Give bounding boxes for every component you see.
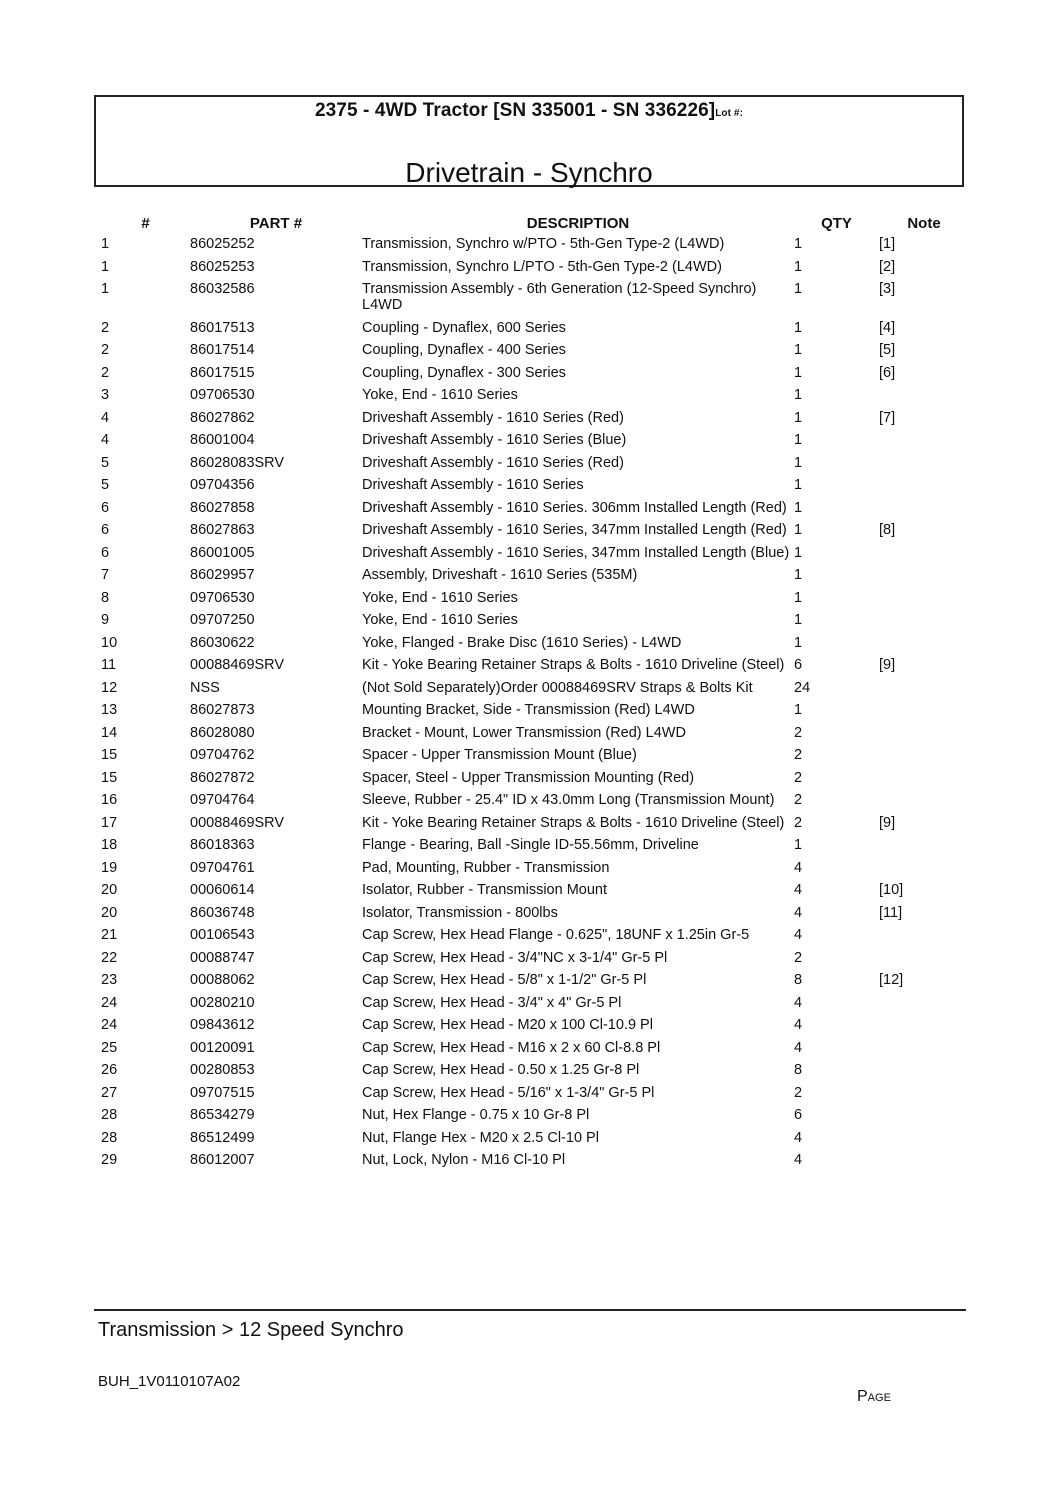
table-row: [97, 770, 969, 793]
part-number: 86036748: [190, 904, 255, 921]
part-number: 86001004: [190, 432, 255, 448]
quantity: 4: [794, 1039, 803, 1056]
row-number: 15: [101, 747, 118, 763]
note: [879, 545, 969, 568]
part-number: 09706530: [190, 589, 255, 606]
table-row: [97, 387, 969, 410]
column-header-description: DESCRIPTION: [526, 214, 630, 232]
part-description: Yoke, Flanged - Brake Disc (1610 Series) - L4WD: [362, 634, 682, 651]
page-label: Page: [857, 1388, 891, 1405]
row-number: 28: [101, 1107, 118, 1123]
row-number: 17: [101, 814, 118, 831]
quantity: 1: [794, 432, 803, 448]
row-number: 9: [101, 612, 110, 628]
part-description: Cap Screw, Hex Head - M16 x 2 x 60 Cl-8.8 Pl: [362, 1039, 661, 1056]
row-number: 20: [101, 882, 118, 898]
part-description: Assembly, Driveshaft - 1610 Series (535M): [362, 567, 638, 583]
table-row: [97, 702, 969, 725]
quantity: 4: [794, 1017, 803, 1033]
row-number: 26: [101, 1062, 118, 1078]
table-row: [97, 725, 969, 748]
part-number: 00088747: [190, 949, 255, 966]
row-number: 12: [101, 679, 118, 696]
table-row: [97, 950, 969, 973]
part-number: 09707515: [190, 1084, 255, 1101]
note: [9]: [879, 657, 896, 673]
table-row: [97, 342, 969, 365]
quantity: 1: [794, 364, 803, 381]
quantity: 1: [794, 342, 803, 358]
row-number: 24: [101, 1017, 118, 1033]
table-row: [97, 657, 969, 680]
part-description: Yoke, End - 1610 Series: [362, 589, 518, 606]
table-row: [97, 1152, 969, 1175]
part-number: 86028080: [190, 724, 255, 741]
row-number: 1: [101, 281, 110, 297]
part-number: 00280210: [190, 994, 255, 1011]
note: [879, 927, 969, 950]
column-header-number: #: [141, 214, 150, 232]
part-number: 86027863: [190, 522, 255, 538]
table-row: [97, 837, 969, 860]
part-number: 09704356: [190, 477, 255, 493]
row-number: 4: [101, 409, 110, 426]
quantity: 1: [794, 589, 803, 606]
table-row: [97, 612, 969, 635]
quantity: 1: [794, 837, 803, 853]
row-number: 6: [101, 544, 110, 561]
quantity: 1: [794, 236, 803, 252]
note: [10]: [879, 882, 904, 898]
table-row: [97, 410, 969, 433]
note: [9]: [879, 814, 896, 831]
row-number: 16: [101, 792, 118, 808]
row-number: 23: [101, 972, 118, 988]
part-description: Flange - Bearing, Ball -Single ID-55.56mm, Driveline: [362, 837, 699, 853]
part-description: Cap Screw, Hex Head - 5/8" x 1-1/2" Gr-5 Pl: [362, 972, 647, 988]
quantity: 2: [794, 949, 803, 966]
table-row: [97, 860, 969, 883]
part-number: 00088062: [190, 972, 255, 988]
part-number: 86534279: [190, 1107, 255, 1123]
row-number: 10: [101, 634, 118, 651]
machine-title: 2375 - 4WD Tractor [SN 335001 - SN 336226]: [314, 100, 716, 121]
part-description: Nut, Lock, Nylon - M16 Cl-10 Pl: [362, 1152, 566, 1168]
quantity: 2: [794, 769, 803, 786]
row-number: 15: [101, 769, 118, 786]
table-row: [97, 455, 969, 478]
quantity: 24: [794, 679, 811, 696]
part-description: Yoke, End - 1610 Series: [362, 387, 518, 403]
table-row: [97, 995, 969, 1018]
row-number: 28: [101, 1129, 118, 1146]
note: [879, 950, 969, 973]
table-row: [97, 972, 969, 995]
note: [7]: [879, 409, 896, 426]
note: [879, 1130, 969, 1153]
quantity: 2: [794, 747, 803, 763]
part-number: 86028083SRV: [190, 454, 285, 471]
part-number: 86027872: [190, 769, 255, 786]
quantity: 4: [794, 859, 803, 876]
table-row: [97, 500, 969, 523]
footer-divider: [94, 1309, 966, 1311]
part-description: Driveshaft Assembly - 1610 Series: [362, 477, 584, 493]
table-row: [97, 1017, 969, 1040]
note: [879, 1107, 969, 1130]
part-description: (Not Sold Separately)Order 00088469SRV Straps & Bolts Kit: [362, 679, 753, 696]
note: [879, 725, 969, 748]
quantity: 4: [794, 927, 803, 943]
table-row: [97, 432, 969, 455]
row-number: 21: [101, 927, 118, 943]
row-number: 1: [101, 258, 110, 275]
note: [12]: [879, 972, 904, 988]
part-number: 09706530: [190, 387, 255, 403]
part-description: Isolator, Transmission - 800lbs: [362, 904, 558, 921]
row-number: 5: [101, 477, 110, 493]
part-description: Yoke, End - 1610 Series: [362, 612, 518, 628]
parts-table-body: [97, 236, 969, 1175]
row-number: 18: [101, 837, 118, 853]
note: [879, 837, 969, 860]
row-number: 13: [101, 702, 118, 718]
note: [879, 477, 969, 500]
part-number: 00280853: [190, 1062, 255, 1078]
quantity: 1: [794, 567, 803, 583]
note: [879, 1085, 969, 1108]
row-number: 6: [101, 522, 110, 538]
part-number: 86017513: [190, 319, 255, 336]
note: [879, 792, 969, 815]
table-row: [97, 567, 969, 590]
note: [879, 635, 969, 658]
row-number: 11: [101, 657, 117, 673]
note: [879, 1017, 969, 1040]
document-code: BUH_1V0110107A02: [98, 1373, 241, 1390]
part-description: Driveshaft Assembly - 1610 Series. 306mm Installed Length (Red): [362, 499, 787, 516]
note: [8]: [879, 522, 896, 538]
part-description: Kit - Yoke Bearing Retainer Straps & Bolts - 1610 Driveline (Steel): [362, 657, 785, 673]
quantity: 6: [794, 1107, 803, 1123]
part-description: Spacer, Steel - Upper Transmission Mounting (Red): [362, 769, 695, 786]
part-number: 00060614: [190, 882, 255, 898]
part-description: Driveshaft Assembly - 1610 Series (Blue): [362, 432, 627, 448]
part-number: 86017514: [190, 342, 255, 358]
document-title: [96, 100, 962, 122]
part-description: Cap Screw, Hex Head - 5/16" x 1-3/4" Gr-5 Pl: [362, 1084, 655, 1101]
table-row: [97, 1040, 969, 1063]
note: [6]: [879, 364, 896, 381]
note: [879, 1040, 969, 1063]
part-number: 86025252: [190, 236, 255, 252]
quantity: 4: [794, 994, 803, 1011]
part-description: Sleeve, Rubber - 25.4" ID x 43.0mm Long (Transmission Mount): [362, 792, 775, 808]
note: [879, 432, 969, 455]
part-description: Coupling, Dynaflex - 300 Series: [362, 364, 566, 381]
quantity: 1: [794, 634, 803, 651]
note: [5]: [879, 342, 896, 358]
quantity: 1: [794, 544, 803, 561]
quantity: 1: [794, 454, 803, 471]
note: [879, 995, 969, 1018]
part-description: Coupling - Dynaflex, 600 Series: [362, 319, 566, 336]
note: [879, 680, 969, 703]
row-number: 25: [101, 1039, 118, 1056]
column-header-qty: QTY: [821, 214, 852, 232]
lot-number-label: Lot #:: [715, 108, 744, 119]
quantity: 2: [794, 792, 803, 808]
row-number: 5: [101, 454, 110, 471]
quantity: 1: [794, 409, 803, 426]
quantity: 8: [794, 1062, 803, 1078]
table-row: [97, 545, 969, 568]
table-row: [97, 259, 969, 282]
row-number: 14: [101, 724, 118, 741]
quantity: 1: [794, 499, 803, 516]
note: [4]: [879, 319, 896, 336]
note: [879, 590, 969, 613]
table-row: [97, 680, 969, 703]
part-number: 86027873: [190, 702, 255, 718]
part-description: Cap Screw, Hex Head - 3/4" x 4" Gr-5 Pl: [362, 994, 622, 1011]
note: [879, 455, 969, 478]
part-description: Cap Screw, Hex Head - 3/4"NC x 3-1/4" Gr-5 Pl: [362, 949, 668, 966]
table-row: [97, 522, 969, 545]
part-number: 86017515: [190, 364, 255, 381]
table-row: [97, 1107, 969, 1130]
part-number: 86032586: [190, 281, 255, 297]
note: [879, 702, 969, 725]
part-number: 09704761: [190, 859, 255, 876]
note: [879, 387, 969, 410]
note: [879, 1152, 969, 1175]
part-description: Pad, Mounting, Rubber - Transmission: [362, 859, 610, 876]
part-description: Nut, Hex Flange - 0.75 x 10 Gr-8 Pl: [362, 1107, 590, 1123]
part-description: Cap Screw, Hex Head Flange - 0.625", 18UNF x 1.25in Gr-5: [362, 927, 750, 943]
table-row: [97, 365, 969, 388]
row-number: 7: [101, 567, 110, 583]
quantity: 1: [794, 477, 803, 493]
part-number: 86001005: [190, 544, 255, 561]
part-number: 86018363: [190, 837, 255, 853]
quantity: 8: [794, 972, 803, 988]
row-number: 3: [101, 387, 110, 403]
part-description: Driveshaft Assembly - 1610 Series (Red): [362, 454, 624, 471]
note: [879, 1062, 969, 1085]
quantity: 1: [794, 387, 803, 403]
part-number: 00088469SRV: [190, 657, 285, 673]
part-description: Driveshaft Assembly - 1610 Series (Red): [362, 409, 624, 426]
part-number: NSS: [190, 679, 220, 696]
quantity: 6: [794, 657, 803, 673]
row-number: 20: [101, 904, 118, 921]
table-row: [97, 1130, 969, 1153]
table-row: [97, 590, 969, 613]
row-number: 2: [101, 319, 110, 336]
part-number: 86025253: [190, 258, 255, 275]
breadcrumb: Transmission > 12 Speed Synchro: [98, 1319, 404, 1341]
part-description: Isolator, Rubber - Transmission Mount: [362, 882, 607, 898]
note: [879, 567, 969, 590]
part-description: Nut, Flange Hex - M20 x 2.5 Cl-10 Pl: [362, 1129, 599, 1146]
table-row: [97, 882, 969, 905]
table-row: [97, 281, 969, 320]
note: [2]: [879, 258, 896, 275]
note: [879, 770, 969, 793]
row-number: 22: [101, 949, 118, 966]
table-row: [97, 927, 969, 950]
header-box: [94, 95, 964, 187]
part-description: Transmission, Synchro L/PTO - 5th-Gen Type-2 (L4WD): [362, 258, 722, 275]
quantity: 1: [794, 258, 803, 275]
row-number: 19: [101, 859, 118, 876]
part-number: 09704764: [190, 792, 255, 808]
quantity: 1: [794, 522, 803, 538]
part-description: Mounting Bracket, Side - Transmission (Red) L4WD: [362, 702, 695, 718]
section-title: Drivetrain - Synchro: [405, 157, 653, 188]
table-row: [97, 236, 969, 259]
part-number: 09707250: [190, 612, 255, 628]
quantity: 2: [794, 724, 803, 741]
quantity: 1: [794, 319, 803, 336]
quantity: 4: [794, 882, 803, 898]
note: [1]: [879, 236, 896, 252]
part-description: Spacer - Upper Transmission Mount (Blue): [362, 747, 637, 763]
part-number: 86030622: [190, 634, 255, 651]
row-number: 24: [101, 994, 118, 1011]
quantity: 4: [794, 1129, 803, 1146]
part-number: 09843612: [190, 1017, 255, 1033]
quantity: 2: [794, 1084, 803, 1101]
column-header-part: PART #: [249, 214, 303, 232]
part-number: 09704762: [190, 747, 255, 763]
part-description: Driveshaft Assembly - 1610 Series, 347mm Installed Length (Blue): [362, 544, 790, 561]
column-header-note: Note: [907, 214, 941, 232]
row-number: 2: [101, 364, 110, 381]
part-number: 86029957: [190, 567, 255, 583]
part-description: Kit - Yoke Bearing Retainer Straps & Bolts - 1610 Driveline (Steel): [362, 814, 785, 831]
part-description: Bracket - Mount, Lower Transmission (Red) L4WD: [362, 724, 686, 741]
quantity: 2: [794, 814, 803, 831]
table-row: [97, 905, 969, 928]
part-number: 00106543: [190, 927, 255, 943]
quantity: 4: [794, 1152, 803, 1168]
row-number: 1: [101, 236, 110, 252]
part-description: Transmission Assembly - 6th Generation (12-Speed Synchro) L4WD: [362, 281, 757, 313]
note: [11]: [879, 904, 903, 921]
quantity: 1: [794, 612, 803, 628]
part-description: Cap Screw, Hex Head - 0.50 x 1.25 Gr-8 Pl: [362, 1062, 640, 1078]
table-row: [97, 747, 969, 770]
note: [879, 612, 969, 635]
row-number: 2: [101, 342, 110, 358]
note: [879, 500, 969, 523]
note: [879, 860, 969, 883]
table-row: [97, 1062, 969, 1085]
table-row: [97, 815, 969, 838]
table-row: [97, 792, 969, 815]
part-description: Cap Screw, Hex Head - M20 x 100 Cl-10.9 Pl: [362, 1017, 653, 1033]
part-number: 86027862: [190, 409, 255, 426]
part-number: 86512499: [190, 1129, 255, 1146]
table-header-row: [97, 214, 969, 236]
part-number: 86027858: [190, 499, 255, 516]
row-number: 6: [101, 499, 110, 516]
note: [3]: [879, 281, 896, 297]
part-description: Transmission, Synchro w/PTO - 5th-Gen Type-2 (L4WD): [362, 236, 725, 252]
part-number: 00120091: [190, 1039, 255, 1056]
part-description: Coupling, Dynaflex - 400 Series: [362, 342, 566, 358]
table-row: [97, 320, 969, 343]
parts-table: [97, 214, 969, 1175]
row-number: 8: [101, 589, 110, 606]
part-number: 86012007: [190, 1152, 255, 1168]
quantity: 1: [794, 702, 803, 718]
table-row: [97, 1085, 969, 1108]
row-number: 27: [101, 1084, 118, 1101]
part-description: Driveshaft Assembly - 1610 Series, 347mm Installed Length (Red): [362, 522, 787, 538]
quantity: 4: [794, 904, 803, 921]
row-number: 4: [101, 432, 110, 448]
quantity: 1: [794, 281, 803, 297]
table-row: [97, 635, 969, 658]
part-number: 00088469SRV: [190, 814, 285, 831]
table-row: [97, 477, 969, 500]
row-number: 29: [101, 1152, 118, 1168]
note: [879, 747, 969, 770]
